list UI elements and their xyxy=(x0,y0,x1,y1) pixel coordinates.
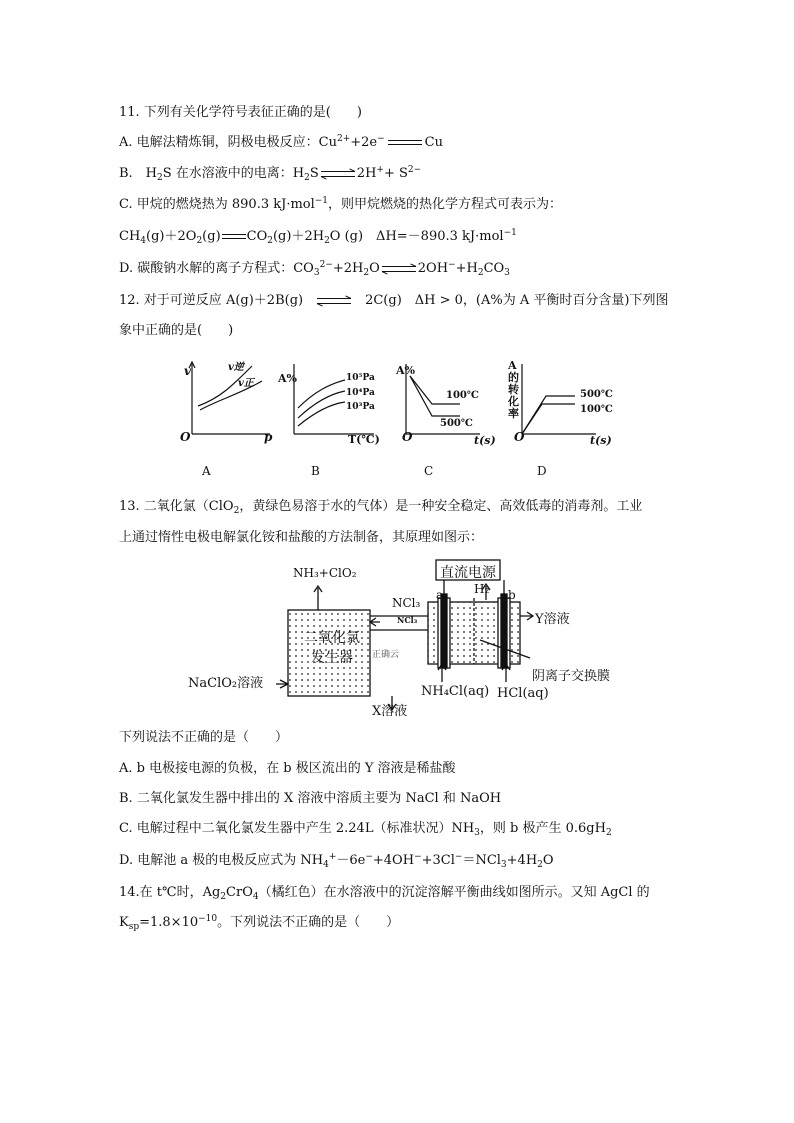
q13-prompt: 下列说法不正确的是（ ） xyxy=(119,730,289,745)
label-h2: H₂ xyxy=(474,582,490,596)
q11-option-d: D. 碳酸钠水解的离子方程式：$CO_3^{2-}+2H_2O$ $2OH^-+H_2CO_3$ xyxy=(119,260,510,278)
graph-b-label: B xyxy=(311,464,320,478)
q11-option-b: B. $H_2S$ 在水溶液中的电离：$H_2S$ $2H^++ S^{2-}$ xyxy=(119,165,422,183)
graph-c-origin: O xyxy=(402,430,413,444)
graph-d-ylabel: A的转化率 xyxy=(508,359,519,420)
q11-option-c: C. 甲烷的燃烧热为 890.3 kJ·mol$^{-1}$，则甲烷燃烧的热化学方程式可表示为： xyxy=(119,196,563,212)
graph-b-curve3: 10³Pa xyxy=(346,402,375,412)
q11-option-c-equation: $CH_4(g)+2O_2(g)$ $CO_2(g)+2H_2O$ (g) ΔH=－890.3 kJ·mol$^{-1}$ xyxy=(119,228,517,246)
generator-label: 二氧化氯发生器 xyxy=(304,630,360,666)
graph-c-label: C xyxy=(424,464,434,478)
graph-a-curve2: v正 xyxy=(238,378,254,389)
electrode-b-label: b xyxy=(508,588,516,602)
watermark: 正确云 xyxy=(372,650,400,660)
graph-c-curve1: 100℃ xyxy=(446,390,479,401)
graph-b-curve2: 10⁴Pa xyxy=(346,388,375,398)
graph-d-origin: O xyxy=(514,430,525,444)
q13-option-a: A. b 电极接电源的负极，在 b 极区流出的 Y 溶液是稀盐酸 xyxy=(119,761,456,776)
q12-stem-line1: 12. 对于可逆反应 A(g)＋2B(g) 2C(g) ΔH > 0，(A%为 A 平衡时百分含量)下列图 xyxy=(119,293,669,308)
label-x-solution: X溶液 xyxy=(372,704,408,719)
graph-d-curve1: 500℃ xyxy=(580,389,613,400)
label-ncl3-small: NCl₃ xyxy=(397,615,418,625)
label-nh4cl: NH₄Cl(aq) xyxy=(421,684,490,699)
graph-a-xlabel: p xyxy=(264,430,273,444)
q13-option-c: C. 电解过程中二氧化氯发生器中产生 2.24L（标准状况）$NH_3$，则 b 极产生 $0.6gH_2$ xyxy=(119,821,612,838)
q12-stem-line2: 象中正确的是( ) xyxy=(119,323,234,338)
graph-b-xlabel: T(℃) xyxy=(348,433,380,446)
graph-b-ylabel: A% xyxy=(278,372,297,385)
q11-title: 11. 下列有关化学符号表征正确的是( ) xyxy=(119,105,362,120)
graph-a-origin: O xyxy=(180,430,191,444)
label-membrane: 阴离子交换膜 xyxy=(532,669,611,684)
graph-c-ylabel: A% xyxy=(396,364,415,377)
graph-a-label: A xyxy=(202,464,211,478)
label-ncl3: NCl₃ xyxy=(392,596,421,610)
graph-a-curve1: v逆 xyxy=(228,362,244,373)
power-label: 直流电源 xyxy=(440,565,496,581)
q13-option-b: B. 二氧化氯发生器中排出的 X 溶液中溶质主要为 NaCl 和 NaOH xyxy=(119,791,502,806)
graph-d-xlabel: t(s) xyxy=(590,434,612,447)
q13-stem-line1: 13. 二氧化氯（ClO$_2$，黄绿色易溶于水的气体）是一种安全稳定、高效低毒的消毒剂。工业 xyxy=(119,499,643,516)
graph-a-ylabel: v xyxy=(184,364,191,378)
graph-c-xlabel: t(s) xyxy=(474,434,496,447)
electrode-a-label: a xyxy=(436,588,444,602)
q13-stem-line2: 上通过惰性电极电解氯化铵和盐酸的方法制备，其原理如图示： xyxy=(119,530,484,545)
graph-c-curve2: 500℃ xyxy=(440,418,473,429)
label-naclo2: NaClO₂溶液 xyxy=(188,676,264,691)
q14-stem-line2: $K_{sp}=1.8\times 10^{-10}$。下列说法不正确的是（ ） xyxy=(119,914,400,932)
q14-stem-line1: 14.在 t℃时，$Ag_2CrO_4$（橘红色）在水溶液中的沉淀溶解平衡曲线如图所示。又知 AgCl 的 xyxy=(119,885,650,902)
label-y-solution: Y溶液 xyxy=(535,612,570,627)
graph-d-label: D xyxy=(537,464,547,478)
electrolysis-diagram xyxy=(180,558,630,723)
graph-b-curve1: 10⁵Pa xyxy=(346,373,375,383)
label-nh3-clo2: NH₃+ClO₂ xyxy=(293,566,357,580)
q11-option-a: A. 电解法精炼铜，阴极电极反应：$Cu^{2+}+2e^-$ Cu xyxy=(119,134,443,150)
q13-option-d: D. 电解池 a 极的电极反应式为 $NH_4^+-6e^-+4OH^-+3Cl^-=NCl_3+4H_2O$ xyxy=(119,852,554,870)
graph-d-curve2: 100℃ xyxy=(580,404,613,415)
label-hcl: HCl(aq) xyxy=(497,686,549,701)
